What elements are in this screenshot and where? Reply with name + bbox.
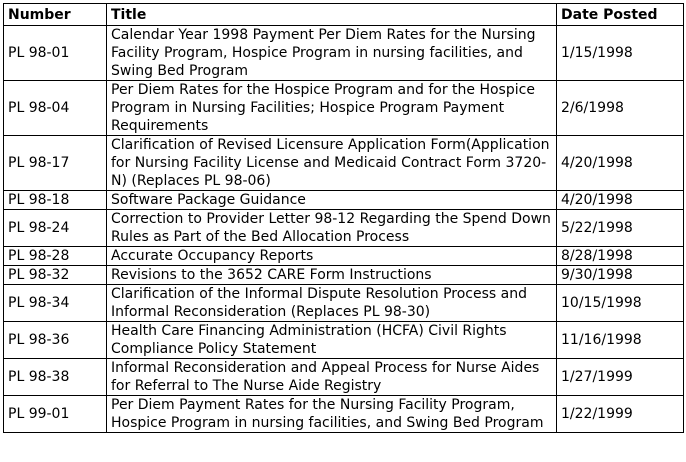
table-row — [4, 191, 684, 210]
cell-date-posted: 2/6/1998 — [557, 81, 684, 136]
table-row — [4, 210, 684, 247]
cell-date-posted: 11/16/1998 — [557, 322, 684, 359]
cell-title: Software Package Guidance — [107, 191, 557, 210]
cell-title: Informal Reconsideration and Appeal Process for Nurse Aides for Referral to The Nurse Aide Registry — [107, 359, 557, 396]
cell-date-posted: 4/20/1998 — [557, 136, 684, 191]
cell-title: Accurate Occupancy Reports — [107, 247, 557, 266]
table-row — [4, 322, 684, 359]
table-body — [4, 26, 684, 433]
cell-number: PL 98-17 — [4, 136, 107, 191]
cell-title: Health Care Financing Administration (HCFA) Civil Rights Compliance Policy Statement — [107, 322, 557, 359]
table-row — [4, 81, 684, 136]
column-header-number: Number — [4, 4, 107, 26]
cell-date-posted: 10/15/1998 — [557, 285, 684, 322]
cell-title: Clarification of the Informal Dispute Resolution Process and Informal Reconsideration (Replaces PL 98-30) — [107, 285, 557, 322]
cell-number: PL 98-28 — [4, 247, 107, 266]
cell-date-posted: 4/20/1998 — [557, 191, 684, 210]
cell-date-posted: 1/27/1999 — [557, 359, 684, 396]
cell-number: PL 98-34 — [4, 285, 107, 322]
cell-number: PL 98-32 — [4, 266, 107, 285]
table-row — [4, 285, 684, 322]
table-header — [4, 4, 684, 26]
cell-number: PL 98-38 — [4, 359, 107, 396]
cell-number: PL 98-04 — [4, 81, 107, 136]
table-row — [4, 359, 684, 396]
provider-letters-table — [3, 3, 684, 433]
provider-letters-table-container — [3, 3, 686, 433]
cell-date-posted: 5/22/1998 — [557, 210, 684, 247]
cell-number: PL 98-36 — [4, 322, 107, 359]
cell-date-posted: 1/22/1999 — [557, 396, 684, 433]
cell-number: PL 98-18 — [4, 191, 107, 210]
table-row — [4, 136, 684, 191]
table-row — [4, 247, 684, 266]
table-row — [4, 26, 684, 81]
cell-title: Revisions to the 3652 CARE Form Instructions — [107, 266, 557, 285]
column-header-date-posted: Date Posted — [557, 4, 684, 26]
cell-title: Clarification of Revised Licensure Application Form(Application for Nursing Facility License and Medicaid Contract Form 3720-N) (Replaces PL 98-06) — [107, 136, 557, 191]
table-row — [4, 266, 684, 285]
table-row — [4, 396, 684, 433]
column-header-title: Title — [107, 4, 557, 26]
cell-number: PL 98-24 — [4, 210, 107, 247]
cell-date-posted: 8/28/1998 — [557, 247, 684, 266]
cell-title: Per Diem Rates for the Hospice Program and for the Hospice Program in Nursing Facilities; Hospice Program Payment Requirements — [107, 81, 557, 136]
header-row — [4, 4, 684, 26]
cell-date-posted: 1/15/1998 — [557, 26, 684, 81]
cell-date-posted: 9/30/1998 — [557, 266, 684, 285]
cell-title: Correction to Provider Letter 98-12 Regarding the Spend Down Rules as Part of the Bed Allocation Process — [107, 210, 557, 247]
cell-number: PL 99-01 — [4, 396, 107, 433]
cell-title: Per Diem Payment Rates for the Nursing Facility Program, Hospice Program in nursing facilities, and Swing Bed Program — [107, 396, 557, 433]
cell-number: PL 98-01 — [4, 26, 107, 81]
cell-title: Calendar Year 1998 Payment Per Diem Rates for the Nursing Facility Program, Hospice Program in nursing facilities, and Swing Bed Program — [107, 26, 557, 81]
